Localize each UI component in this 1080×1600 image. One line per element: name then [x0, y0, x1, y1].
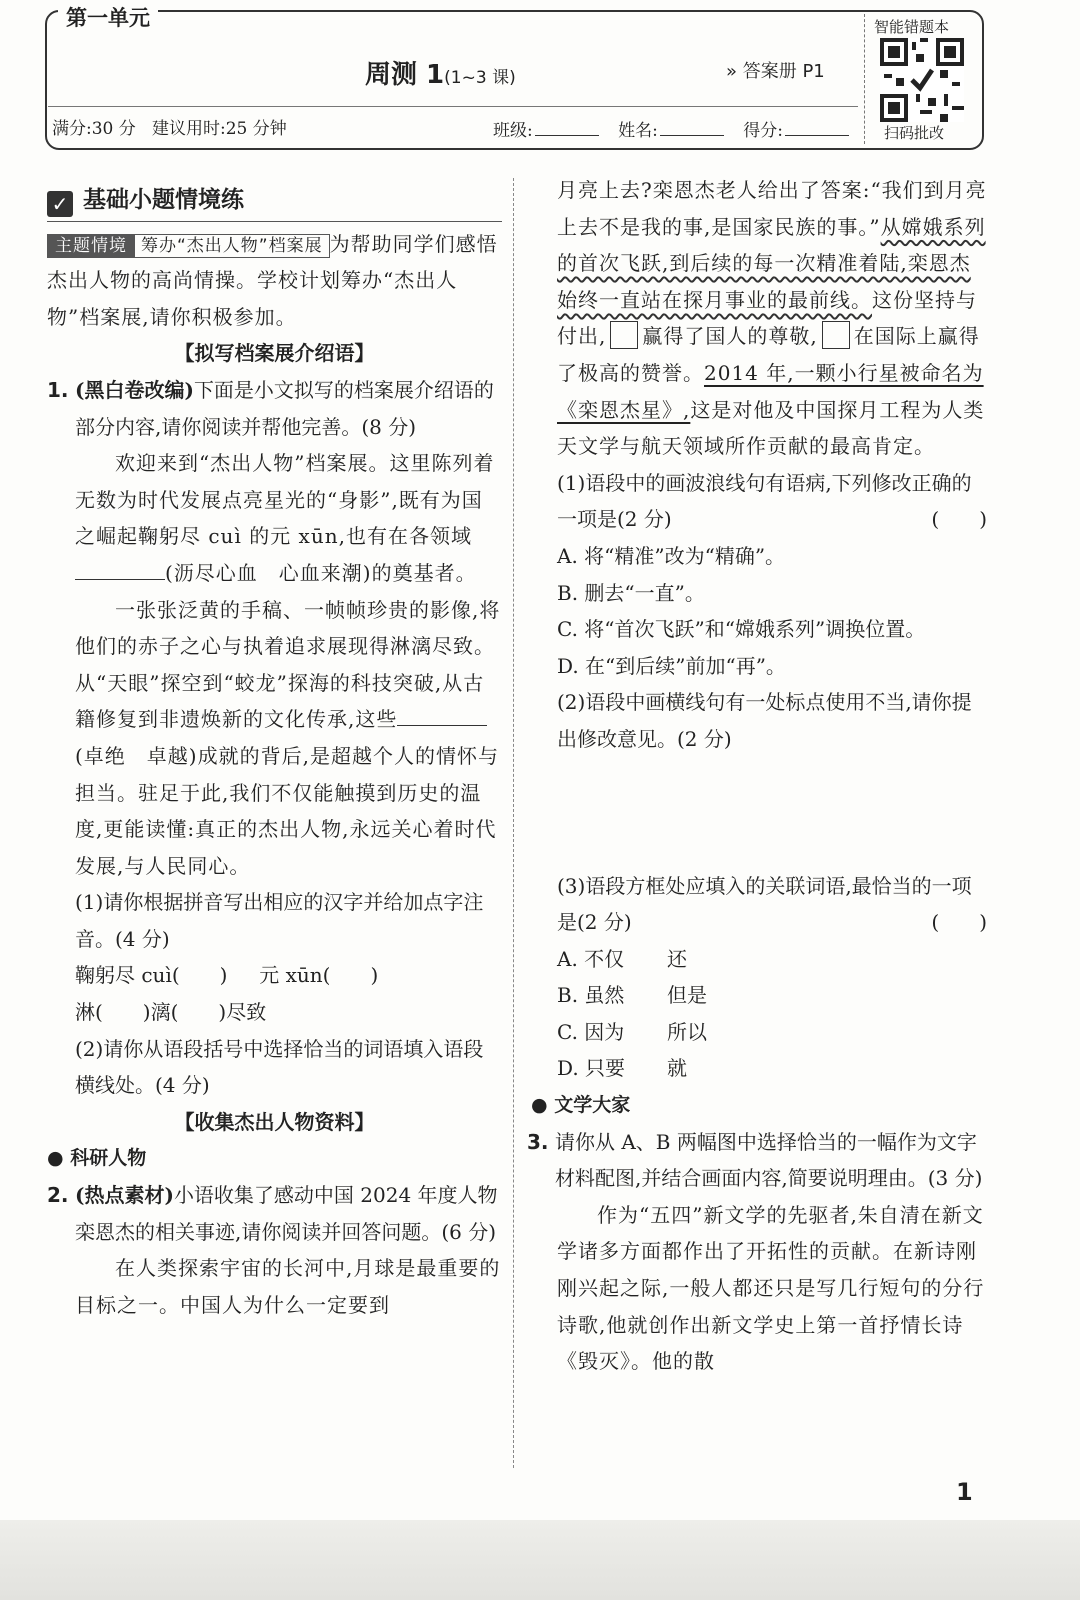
theme-tag: 主题情境: [47, 234, 135, 258]
subsection-title: 【拟写档案展介绍语】: [174, 341, 375, 366]
question-2-2: (2)语段中画横线句有一处标点使用不当,请你提出修改意见。(2 分): [557, 690, 972, 751]
option-b[interactable]: B. 删去“一直”。: [557, 580, 705, 605]
question-2-1: (1)语段中的画波浪线句有语病,下列修改正确的一项是(2 分) ( ): [557, 470, 987, 532]
name-label: 姓名:: [618, 121, 658, 141]
question-1-2: (2)请你从语段括号中选择恰当的词语填入语段横线处。(4 分): [75, 1036, 484, 1098]
unit-label: 第一单元: [58, 2, 158, 32]
answer-box[interactable]: [822, 321, 850, 349]
wavy-sentence: 从嫦娥系列的首次飞跃,到后续的每一次精准着陆,栾恩杰始终一直站在探月事业的最前线。: [557, 214, 986, 312]
checkbox-icon: ✓: [47, 191, 73, 217]
qr-caption-bottom: 扫码批改: [884, 124, 945, 142]
pinyin-answers: 鞠躬尽 cuì( ) 元 xūn( ): [75, 963, 379, 988]
score-blank: [785, 119, 849, 136]
subsection-title-2: 【收集杰出人物资料】: [174, 1109, 375, 1134]
question-1: 1. (黑白卷改编)下面是小文拟写的档案展介绍语的部分内容,请你阅读并帮他完善。(8 分): [47, 377, 494, 439]
option-list-1: [557, 538, 987, 684]
page-number: 1: [956, 1478, 973, 1506]
passage-3: 在人类探索宇宙的长河中,月球是最重要的目标之一。中国人为什么一定要到: [75, 1256, 501, 1317]
class-label: 班级:: [493, 121, 533, 141]
answer-space[interactable]: [557, 758, 987, 868]
passage-1: 欢迎来到“杰出人物”档案展。这里陈列着无数为时代发展点亮星光的“身影”,既有为国之崛起鞠躬尽 cuì 的元 xūn,也有在各领域(沥尽心血 心血来潮)的奠基者。: [75, 451, 495, 585]
theme-title: 筹办“杰出人物”档案展: [135, 234, 330, 258]
page-bottom-margin: [0, 1520, 1080, 1600]
option-d[interactable]: D. 在“到后续”前加“再”。: [557, 653, 786, 678]
option-b[interactable]: B. 虽然 但是: [557, 983, 707, 1008]
option-a[interactable]: A. 不仅 还: [557, 946, 687, 971]
qr-caption-top: 智能错题本: [874, 18, 950, 36]
theme-intro: 主题情境 筹办“杰出人物”档案展 为帮助同学们感悟杰出人物的高尚情操。学校计划筹办“杰出人物”档案展,请你积极参加。: [47, 231, 498, 329]
passage-4: 作为“五四”新文学的先驱者,朱自清在新文学诸多方面都作出了开拓性的贡献。在新诗刚刚兴起之际,一般人都还只是写几行短句的分行诗歌,他就创作出新文学史上第一首抒情长诗《毁灭》。他的散: [557, 1202, 985, 1374]
qr-code-icon[interactable]: [880, 38, 964, 122]
underlined-sentence: 2014 年,一颗小行星被命名为《栾恩杰星》,: [557, 360, 984, 422]
class-blank: [535, 119, 599, 136]
option-a[interactable]: A. 将“精准”改为“精确”。: [557, 543, 786, 568]
question-1-1: (1)请你根据拼音写出相应的汉字并给加点字注音。(4 分): [75, 890, 484, 951]
option-c[interactable]: C. 因为 所以: [557, 1019, 707, 1044]
question-2-3: (3)语段方框处应填入的关联词语,最恰当的一项是(2 分) ( ): [557, 873, 987, 935]
passage-2: 一张张泛黄的手稿、一帧帧珍贵的影像,将他们的赤子之心与执着追求展现得淋漓尽致。从“天眼”探空到“蛟龙”探海的科技突破,从古籍修复到非遗焕新的文化传承,这些(卓绝 卓越)成就的背后,是超越个人的情怀与担当。驻足于此,我们不仅能触摸到历史的温度,更能读懂:真正的杰出人物,永远关心着时代发展,与人民同心。: [75, 597, 501, 878]
question-2: 2. (热点素材)小语收集了感动中国 2024 年度人物栾恩杰的相关事迹,请你阅读并回答问题。(6 分): [47, 1183, 498, 1244]
pinyin-answers-2: 淋( )漓( )尽致: [75, 1000, 267, 1025]
bullet-literature: ● 文学大家: [531, 1094, 631, 1117]
section-title: ✓ 基础小题情境练: [47, 182, 502, 222]
fill-blank[interactable]: [397, 705, 487, 726]
answer-ref: » 答案册 P1: [726, 61, 825, 82]
option-list-2: [557, 941, 987, 1087]
score-label: 得分:: [743, 121, 784, 141]
name-blank: [660, 119, 724, 136]
left-column: [47, 182, 502, 1323]
answer-box[interactable]: [610, 321, 638, 349]
column-divider: [513, 178, 514, 1468]
header-divider: [48, 106, 858, 107]
question-3: 3. 请你从 A、B 两幅图中选择恰当的一幅作为文字材料配图,并结合画面内容,简要说明理由。(3 分): [527, 1129, 983, 1191]
fill-blank[interactable]: [75, 559, 165, 580]
score-time-info: 满分:30 分 建议用时:25 分钟: [52, 119, 287, 139]
bullet-research: ● 科研人物: [47, 1147, 147, 1170]
option-d[interactable]: D. 只要 就: [557, 1056, 687, 1081]
right-column: [527, 172, 987, 1380]
option-c[interactable]: C. 将“首次飞跃”和“嫦娥系列”调换位置。: [557, 617, 926, 642]
page-title: 周测 1(1~3 课): [365, 60, 516, 90]
student-fields: [493, 116, 863, 141]
passage-continued: 月亮上去?栾恩杰老人给出了答案:“我们到月亮上去不是我的事,是国家民族的事。”从嫦娥系列的首次飞跃,到后续的每一次精准着陆,栾恩杰始终一直站在探月事业的最前线。这份坚持与付出, 赢得了国人的尊敬, 在国际上赢得了极高的赞誉。2014 年,一颗小行星被命名为《栾恩杰星》,这是对他及中国探月工程为人类天文学与航天领域所作贡献的最高肯定。: [557, 178, 987, 459]
